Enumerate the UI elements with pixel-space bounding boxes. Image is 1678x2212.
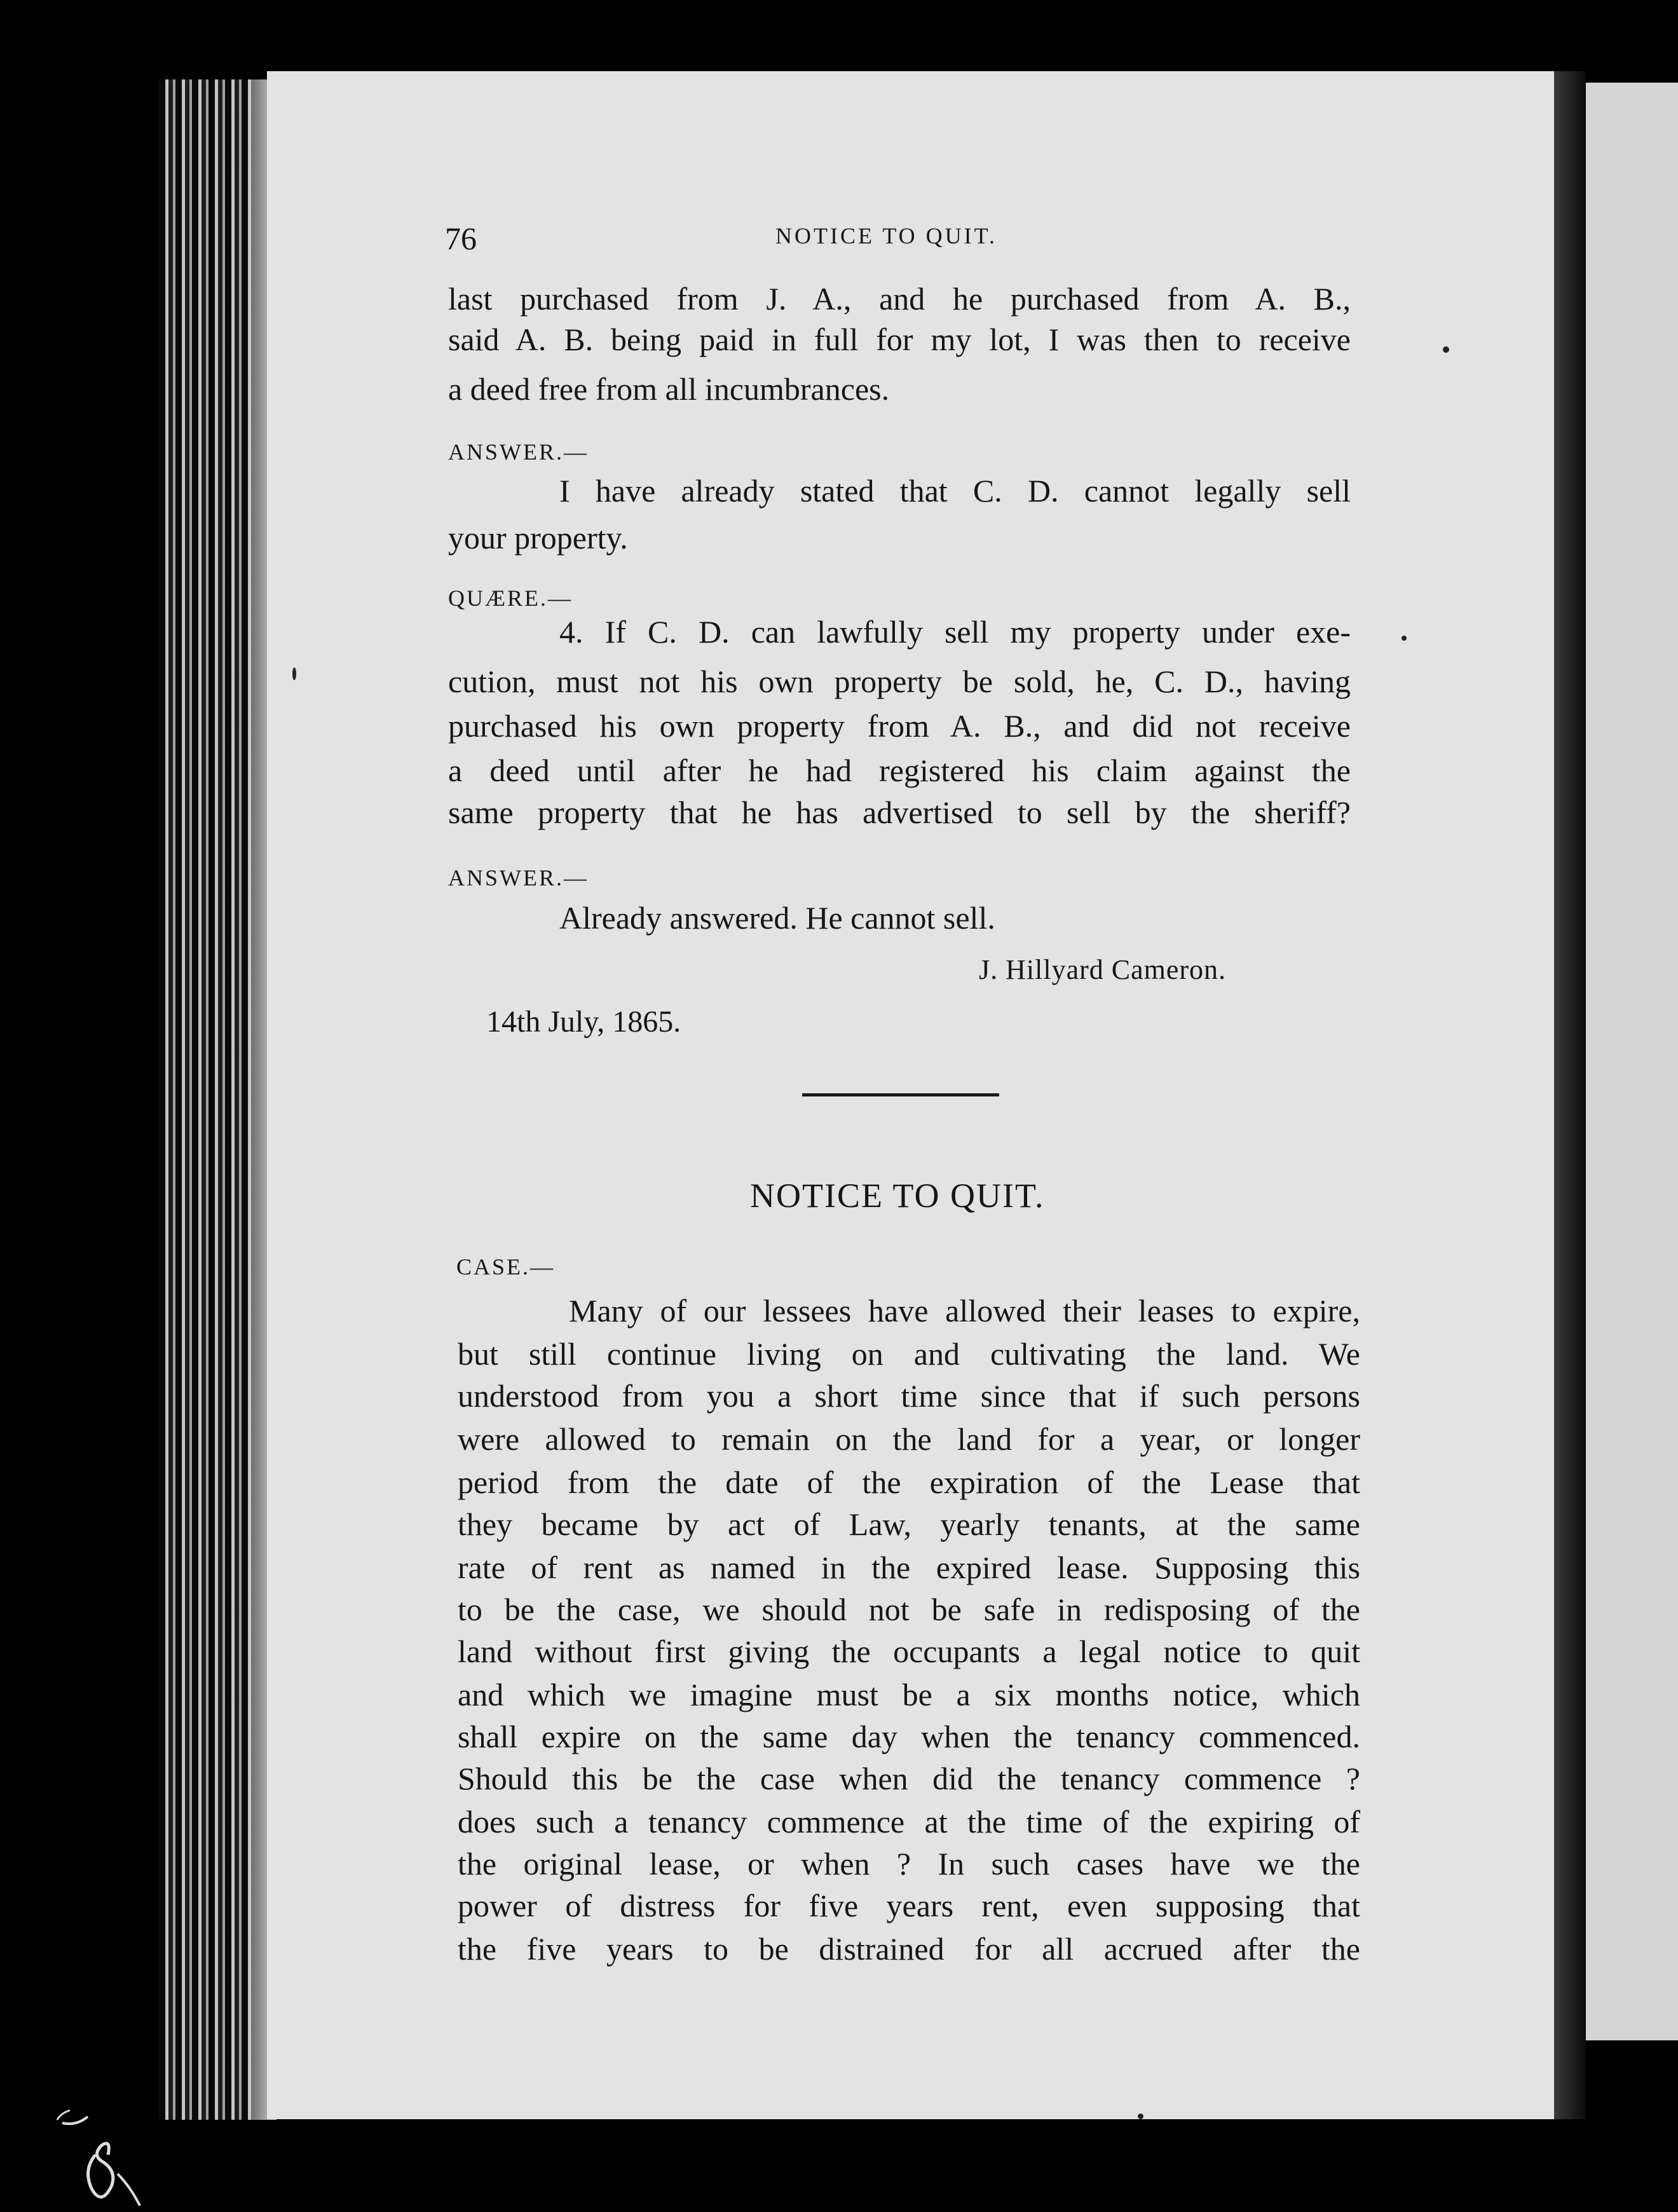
section-heading: NOTICE TO QUIT. <box>750 1177 1045 1215</box>
text-line: a deed until after he had registered his claim against the <box>448 753 1351 788</box>
scan-speck <box>292 667 296 680</box>
page-number: 76 <box>445 221 477 256</box>
signature: J. Hillyard Cameron. <box>979 954 1227 985</box>
text-line: 4. If C. D. can lawfully sell my property under exe- <box>559 614 1351 650</box>
text-line: they became by act of Law, yearly tenants, at the same <box>458 1506 1360 1542</box>
text-line: Should this be the case when did the tenancy commence ? <box>458 1761 1360 1796</box>
answer-label: ANSWER.— <box>448 865 589 891</box>
text-line: shall expire on the same day when the tenancy commenced. <box>458 1719 1360 1754</box>
text-line: to be the case, we should not be safe in redisposing of the <box>458 1592 1360 1627</box>
text-line: and which we imagine must be a six months notice, which <box>458 1677 1360 1712</box>
scan-speck <box>1443 346 1449 353</box>
book-gutter <box>1554 71 1586 2119</box>
text-line: your property. <box>448 520 628 556</box>
text-line: period from the date of the expiration of the Lease that <box>458 1464 1360 1500</box>
scan-speck <box>1402 636 1407 641</box>
text-line: were allowed to remain on the land for a year, or longer <box>458 1421 1360 1457</box>
answer-label: ANSWER.— <box>448 439 589 465</box>
quaere-label: QUÆRE.— <box>448 585 573 611</box>
running-title: NOTICE TO QUIT. <box>775 223 997 249</box>
date: 14th July, 1865. <box>486 1005 681 1039</box>
text-line: said A. B. being paid in full for my lot, I was then to receive <box>448 322 1351 357</box>
text-line: cution, must not his own property be sold, he, C. D., having <box>448 664 1351 699</box>
scan-speck <box>1138 2113 1143 2119</box>
text-line: Already answered. He cannot sell. <box>559 900 995 936</box>
text-line: same property that he has advertised to sell by the sheriff? <box>448 795 1351 830</box>
text-line: land without first giving the occupants a legal notice to quit <box>458 1634 1360 1669</box>
text-line: a deed free from all incumbrances. <box>448 371 890 407</box>
text-line: does such a tenancy commence at the time of the expiring of <box>458 1804 1360 1840</box>
text-line: power of distress for five years rent, even supposing that <box>458 1888 1360 1923</box>
text-line: purchased his own property from A. B., and did not receive <box>448 708 1351 744</box>
handwritten-mark <box>57 2110 153 2206</box>
section-divider <box>802 1093 999 1096</box>
text-line: last purchased from J. A., and he purchased from A. B., <box>448 281 1351 317</box>
text-line: but still continue living on and cultivating the land. We <box>458 1336 1360 1372</box>
text-line: understood from you a short time since that if such persons <box>458 1378 1360 1414</box>
text-line: the original lease, or when ? In such cases have we the <box>458 1846 1360 1881</box>
text-line: I have already stated that C. D. cannot legally sell <box>559 473 1351 509</box>
text-line: the five years to be distrained for all accrued after the <box>458 1931 1360 1967</box>
facing-page-edge <box>1586 83 1678 2040</box>
text-line: Many of our lessees have allowed their leases to expire, <box>569 1293 1360 1328</box>
case-label: CASE.— <box>456 1254 556 1280</box>
text-line: rate of rent as named in the expired lease. Supposing this <box>458 1550 1360 1585</box>
